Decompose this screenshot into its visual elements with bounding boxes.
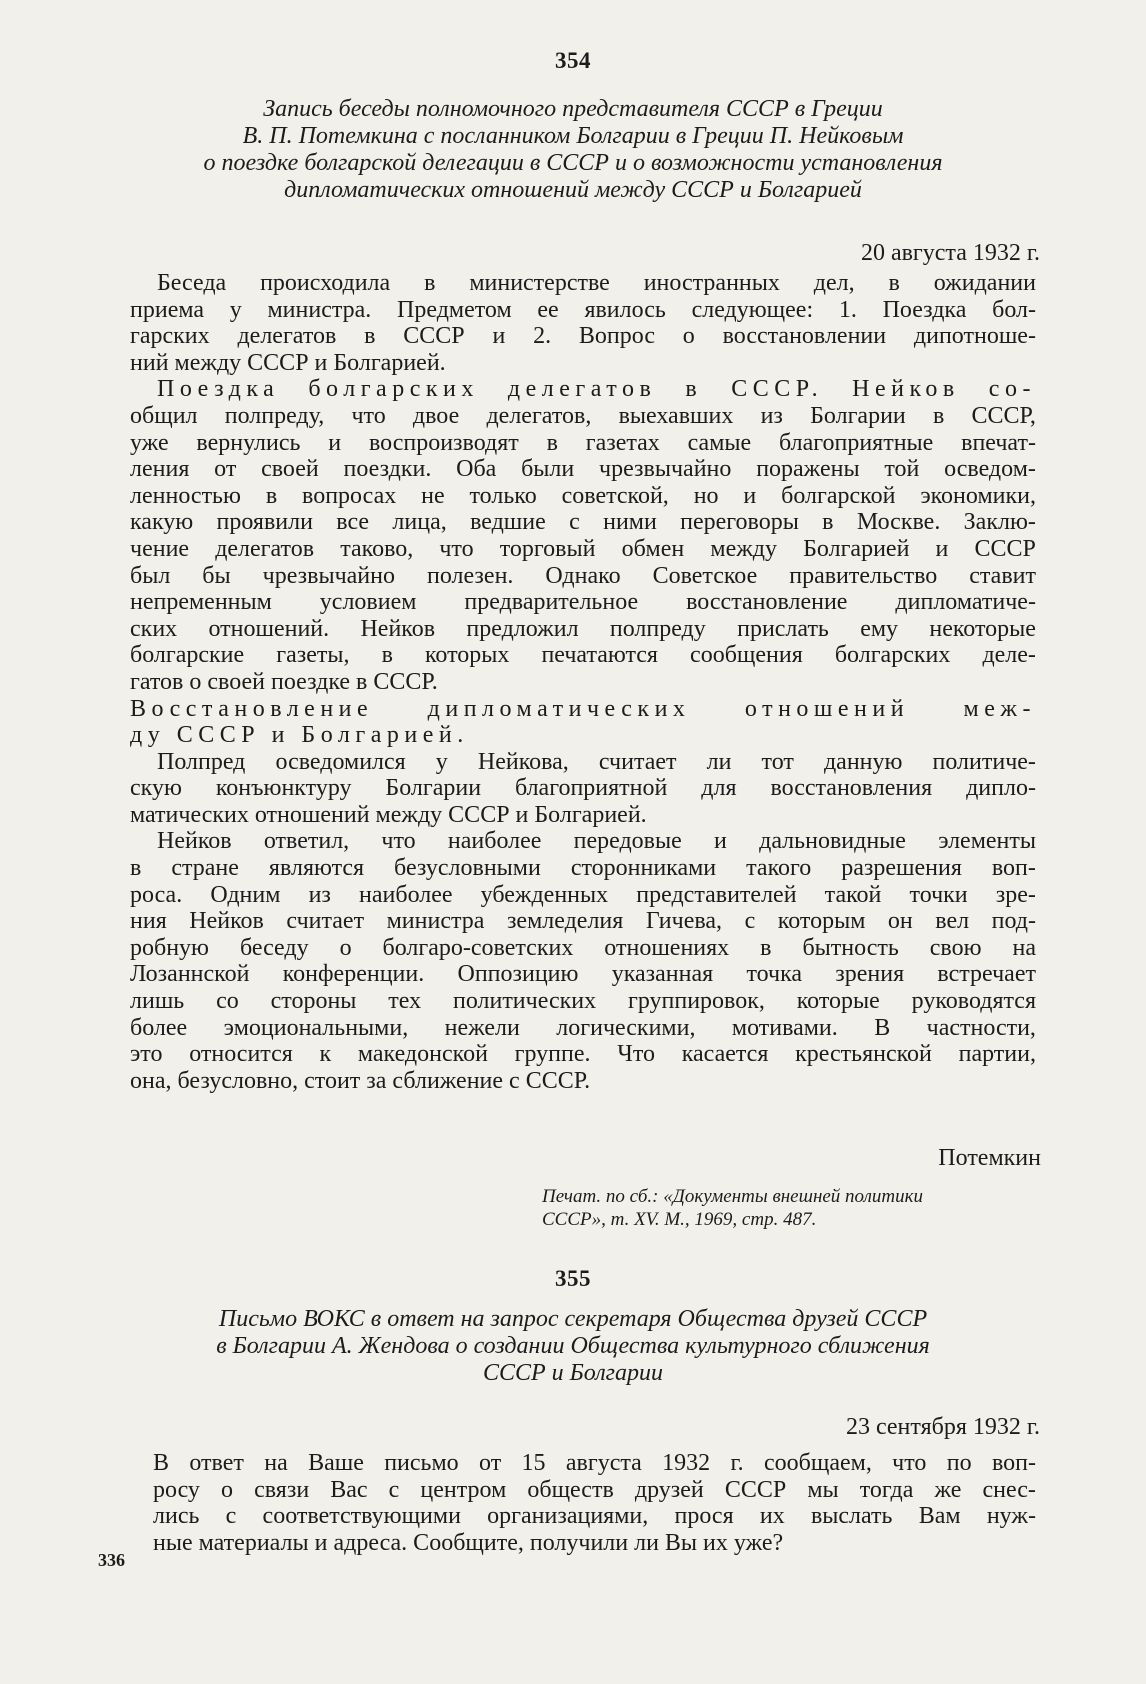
text-line: болгарские газеты, в которых печатаются сообщения болгарских деле- (130, 642, 1036, 669)
text-line: гатов о своей поездке в СССР. (130, 668, 438, 695)
page-number: 336 (98, 1550, 125, 1570)
text-line: ния Нейков считает министра земледелия Гичева, с которым он вел под- (130, 908, 1036, 935)
text-line: уже вернулись и воспроизводят в газетах самые благоприятные впечат- (130, 429, 1036, 456)
source-note (542, 1185, 923, 1231)
text-line: робную беседу о болгаро-советских отношениях в бытность свою на (130, 934, 1036, 961)
document-title (100, 1306, 1046, 1387)
title-line: СССР и Болгарии (482, 1360, 664, 1386)
document-title (100, 96, 1046, 204)
text-line: она, безусловно, стоит за сближение с СССР. (130, 1067, 591, 1094)
signature: Потемкин (938, 1145, 1041, 1171)
text-line: Беседа происходила в министерстве иностранных дел, в ожидании (157, 270, 1036, 296)
source-line: Печат. по сб.: «Документы внешней политики (542, 1186, 923, 1207)
text-line: ления от своей поездки. Оба были чрезвычайно поражены той осведом- (130, 456, 1036, 483)
section-heading: Восстановление дипломатических отношений меж- (130, 695, 1036, 722)
text-line: Лозаннской конференции. Оппозицию указанная точка зрения встречает (130, 961, 1036, 988)
text-line: в стране являются безусловными сторонниками такого разрешения воп- (130, 855, 1036, 882)
text-line: ний между СССР и Болгарией. (130, 349, 446, 376)
text-line: матических отношений между СССР и Болгарией. (130, 801, 647, 828)
document-body (130, 270, 1036, 1094)
text-line: лишь со стороны тех политических группировок, которые руководятся (130, 988, 1036, 1015)
text-line: приема у министра. Предметом ее явилось следующее: 1. Поездка бол- (130, 296, 1036, 323)
section-heading: Поездка болгарских делегатов в СССР. Нейков со- (157, 376, 1036, 403)
text-line: скую конъюнктуру Болгарии благоприятной для восстановления дипло- (130, 775, 1036, 802)
title-line: дипломатических отношений между СССР и Болгарией (284, 177, 862, 203)
title-line: в Болгарии А. Жендова о создании Общества культурного сближения (216, 1333, 930, 1359)
title-line: В. П. Потемкина с посланником Болгарии в Греции П. Нейковым (242, 123, 904, 149)
document-date: 20 августа 1932 г. (860, 240, 1040, 266)
text-line: ленностью в вопросах не только советской, но и болгарской экономики, (130, 482, 1036, 509)
text-line: лись с соответствующими организациями, прося их выслать Вам нуж- (153, 1503, 1036, 1530)
text-line: более эмоциональными, нежели логическими, мотивами. В частности, (130, 1014, 1036, 1041)
text-line: непременным условием предварительное восстановление дипломатиче- (130, 589, 1036, 616)
section-heading: ду СССР и Болгарией. (130, 722, 469, 749)
text-line: какую проявили все лица, ведшие с ними переговоры в Москве. Заклю- (130, 509, 1036, 536)
text-line: чение делегатов таково, что торговый обмен между Болгарией и СССР (130, 535, 1036, 562)
text-line: ные материалы и адреса. Сообщите, получили ли Вы их уже? (153, 1529, 784, 1556)
text-line: гарских делегатов в СССР и 2. Вопрос о восстановлении дипотноше- (130, 323, 1036, 350)
text-line: В ответ на Ваше письмо от 15 августа 1932 г. сообщаем, что по воп- (153, 1450, 1036, 1476)
text-line: росу о связи Вас с центром обществ друзей СССР мы тогда же снес- (153, 1476, 1036, 1503)
text-line: Полпред осведомился у Нейкова, считает ли тот данную политиче- (157, 748, 1036, 775)
title-line: Запись беседы полномочного представителя СССР в Греции (263, 96, 883, 122)
text-line: был бы чрезвычайно полезен. Однако Советское правительство ставит (130, 562, 1036, 589)
document-date: 23 сентября 1932 г. (845, 1414, 1040, 1440)
title-line: о поездке болгарской делегации в СССР и о возможности установления (203, 150, 943, 176)
source-line: СССР», т. XV. М., 1969, стр. 487. (542, 1209, 817, 1230)
text-line: роса. Одним из наиболее убежденных представителей такой точки зре- (130, 881, 1036, 908)
text-line: общил полпреду, что двое делегатов, выехавших из Болгарии в СССР, (130, 402, 1036, 429)
text-line: Нейков ответил, что наиболее передовые и дальновидные элементы (157, 828, 1036, 855)
text-line: ских отношений. Нейков предложил полпреду прислать ему некоторые (130, 615, 1036, 642)
text-line: это относится к македонской группе. Что касается крестьянской партии, (130, 1041, 1036, 1068)
document-number: 354 (555, 48, 591, 73)
document-body (153, 1450, 1036, 1556)
title-line: Письмо ВОКС в ответ на запрос секретаря Общества друзей СССР (218, 1306, 928, 1332)
document-number: 355 (555, 1266, 591, 1291)
